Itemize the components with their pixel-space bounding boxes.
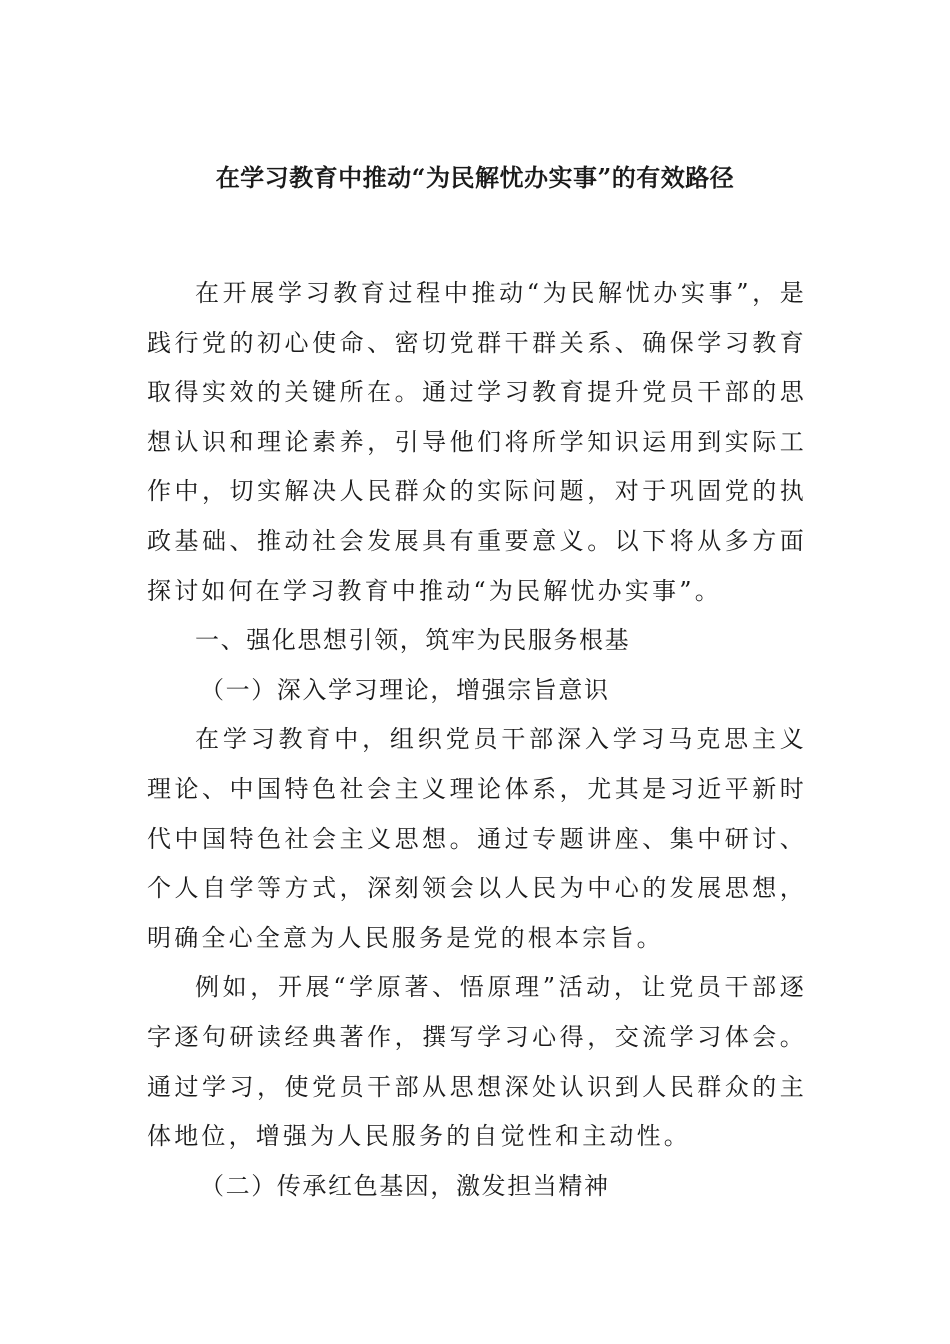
subsection-1-paragraph-1: 在学习教育中，组织党员干部深入学习马克思主义理论、中国特色社会主义理论体系，尤其是习近平新时代中国特色社会主义思想。通过专题讲座、集中研讨、个人自学等方式，深刻领会以人民为中心的发展思想，明确全心全意为人民服务是党的根本宗旨。 (147, 725, 807, 952)
subsection-1-paragraph-2: 例如，开展“学原著、悟原理”活动，让党员干部逐字逐句研读经典著作，撰写学习心得，交流学习体会。通过学习，使党员干部从思想深处认识到人民群众的主体地位，增强为人民服务的自觉性和主动性。 (147, 973, 807, 1151)
subsection-heading-2: （二）传承红色基因，激发担当精神 (200, 1171, 610, 1200)
intro-paragraph: 在开展学习教育过程中推动“为民解忧办实事”，是践行党的初心使命、密切党群干群关系、确保学习教育取得实效的关键所在。通过学习教育提升党员干部的思想认识和理论素养，引导他们将所学知识运用到实际工作中，切实解决人民群众的实际问题，对于巩固党的执政基础、推动社会发展具有重要意义。以下将从多方面探讨如何在学习教育中推动“为民解忧办实事”。 (147, 279, 807, 605)
subsection-heading-1: （一）深入学习理论，增强宗旨意识 (200, 675, 610, 704)
document-title: 在学习教育中推动“为民解忧办实事”的有效路径 (215, 163, 735, 192)
document-body (147, 269, 807, 1211)
section-heading-1: 一、强化思想引领，筑牢为民服务根基 (195, 626, 631, 655)
